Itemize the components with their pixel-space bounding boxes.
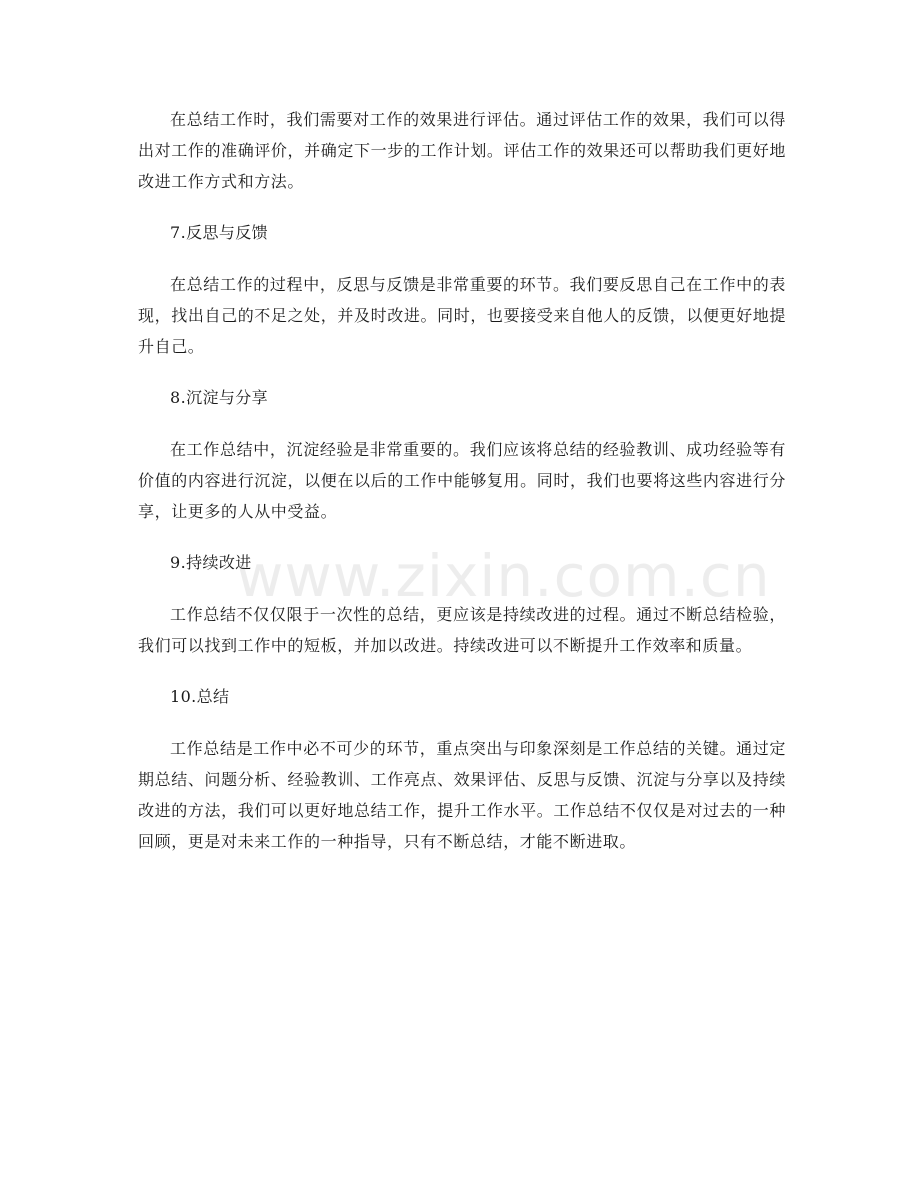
heading-accumulate-share: 8.沉淀与分享 — [170, 388, 269, 407]
heading-continuous-improvement: 9.持续改进 — [170, 553, 252, 572]
heading-summary: 10.总结 — [170, 687, 230, 706]
document-body — [138, 104, 786, 877]
paragraph-effect-evaluation: 在总结工作时，我们需要对工作的效果进行评估。通过评估工作的效果，我们可以得出对工作的准确评价，并确定下一步的工作计划。评估工作的效果还可以帮助我们更好地改进工作方式和方法。 — [138, 110, 786, 191]
paragraph-continuous-improvement: 工作总结不仅仅限于一次性的总结，更应该是持续改进的过程。通过不断总结检验，我们可以找到工作中的短板，并加以改进。持续改进可以不断提升工作效率和质量。 — [138, 605, 786, 655]
paragraph-accumulate-share: 在工作总结中，沉淀经验是非常重要的。我们应该将总结的经验教训、成功经验等有价值的内容进行沉淀，以便在以后的工作中能够复用。同时，我们也要将这些内容进行分享，让更多的人从中受益。 — [138, 440, 786, 521]
heading-reflection-feedback: 7.反思与反馈 — [170, 223, 269, 242]
paragraph-reflection-feedback: 在总结工作的过程中，反思与反馈是非常重要的环节。我们要反思自己在工作中的表现，找出自己的不足之处，并及时改进。同时，也要接受来自他人的反馈，以便更好地提升自己。 — [138, 275, 786, 356]
paragraph-summary: 工作总结是工作中必不可少的环节，重点突出与印象深刻是工作总结的关键。通过定期总结、问题分析、经验教训、工作亮点、效果评估、反思与反馈、沉淀与分享以及持续改进的方法，我们可以更好地总结工作，提升工作水平。工作总结不仅仅是对过去的一种回顾，更是对未来工作的一种指导，只有不断总结，才能不断进取。 — [138, 739, 786, 851]
watermark: www.zixin.com.cn — [236, 542, 771, 610]
